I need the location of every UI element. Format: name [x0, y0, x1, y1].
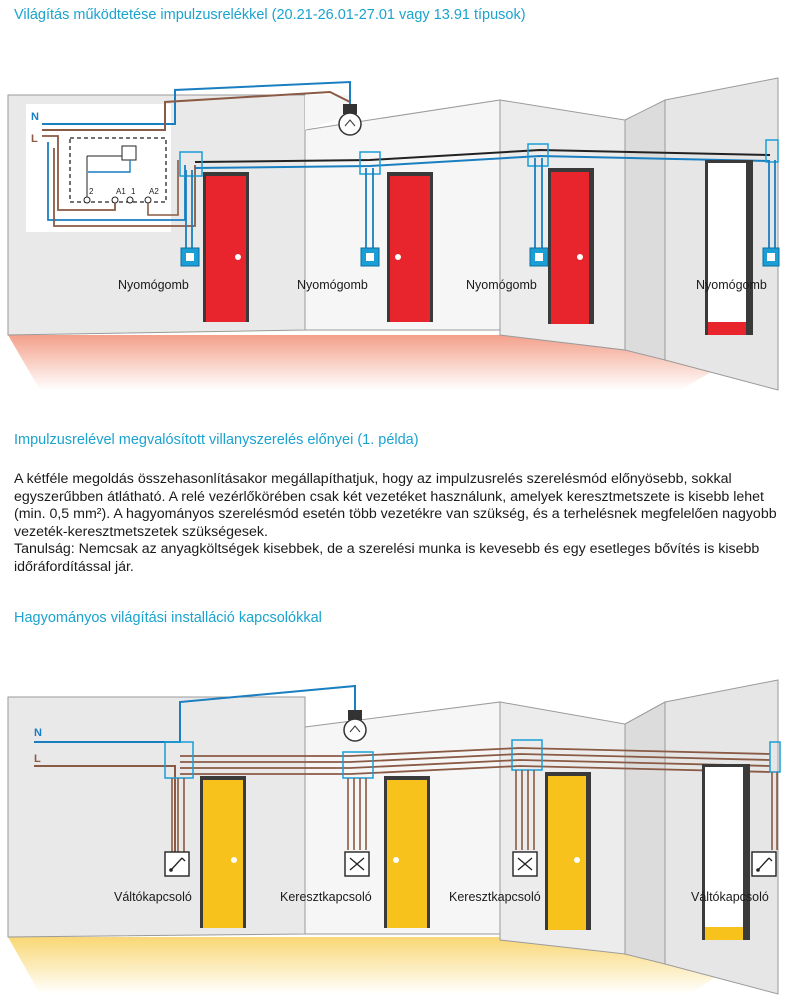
switch-label-2: Keresztkapcsoló: [280, 890, 372, 904]
light-bulb-icon: [344, 710, 366, 741]
door-2: [384, 776, 430, 928]
switch-label-4: Váltókapcsoló: [691, 890, 769, 904]
cross-switch-2[interactable]: [513, 852, 537, 876]
switch-label-1: Váltókapcsoló: [114, 890, 192, 904]
traditional-switch-diagram: [0, 672, 798, 1000]
impulse-section-title: Világítás működtetése impulzusrelékkel (20.21-26.01-27.01 vagy 13.91 típusok): [14, 7, 526, 23]
door-4: [702, 764, 750, 940]
line-label: L: [31, 133, 38, 145]
lesson-paragraph: Tanulság: Nemcsak az anyagköltségek kisebbek, de a szerelési munka is kevesebb és egy esetleges bővítés is kisebb időráfordítással jár.: [14, 541, 760, 575]
neutral-label: N: [34, 727, 42, 739]
button-label-2: Nyomógomb: [297, 278, 368, 292]
button-label-3: Nyomógomb: [466, 278, 537, 292]
comparison-text: [14, 471, 784, 577]
terminal-1-label: 1: [131, 187, 136, 196]
two-way-switch-1[interactable]: [165, 852, 189, 876]
two-way-switch-2[interactable]: [752, 852, 776, 876]
cross-switch-1[interactable]: [345, 852, 369, 876]
button-label-4: Nyomógomb: [696, 278, 767, 292]
door-3: [545, 772, 591, 930]
switch-label-3: Keresztkapcsoló: [449, 890, 541, 904]
terminal-a2-label: A2: [149, 187, 159, 196]
door-3: [548, 168, 594, 324]
traditional-section-title: Hagyományos világítási installáció kapcsolókkal: [14, 610, 322, 626]
wall-edge: [625, 100, 665, 360]
door-1: [200, 776, 246, 928]
line-label: L: [34, 753, 41, 765]
wall-edge: [625, 702, 665, 964]
advantages-title: Impulzusrelével megvalósított villanyszerelés előnyei (1. példa): [14, 432, 419, 448]
terminal-a1-label: A1: [116, 187, 126, 196]
terminal-2-label: 2: [89, 187, 94, 196]
impulse-relay-diagram: [0, 60, 798, 395]
door-1: [203, 172, 249, 322]
door-2: [387, 172, 433, 322]
door-4: [705, 160, 753, 335]
button-label-1: Nyomógomb: [118, 278, 189, 292]
relay-coil: [122, 146, 136, 160]
comparison-paragraph: A kétféle megoldás összehasonlításakor megállapíthatjuk, hogy az impulzusrelés szerelésmód előnyösebb, sokkal egyszerűbben átlátható. A relé vezérlőkörében csak két vezetéket használunk, amelyek keresztmetszete is kisebb lehet (min. 0,5 mm²). A hagyományos szerelésmód esetén több vezetékre van szükség, és a terhelésnek megfelelően nagyobb vezeték-keresztmetszetek szükségesek.: [14, 471, 777, 540]
neutral-label: N: [31, 111, 39, 123]
